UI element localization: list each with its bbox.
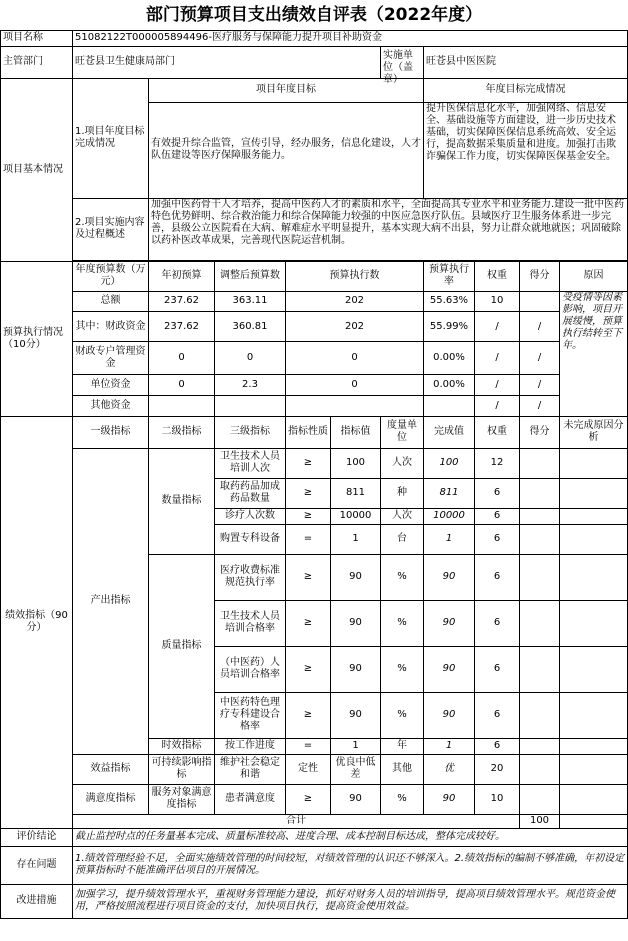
indicator-score — [520, 738, 560, 754]
budget-weight: / — [475, 312, 520, 342]
budget-adjusted: 363.11 — [215, 291, 286, 312]
perf-header-4: 指标值 — [331, 416, 381, 448]
indicator-reason — [560, 600, 628, 646]
effect-indicator-label: 效益指标 — [73, 754, 149, 784]
budget-executed: 0 — [286, 342, 424, 374]
budget-score: / — [520, 395, 560, 416]
indicator-weight: 6 — [475, 600, 520, 646]
budget-initial: 237.62 — [149, 291, 215, 312]
indicator-value: 90 — [331, 554, 381, 600]
time-indicator-label: 时效指标 — [149, 738, 215, 754]
budget-score: / — [520, 342, 560, 374]
indicator-value: 1 — [331, 738, 381, 754]
indicator-done: 90 — [424, 554, 475, 600]
output-indicator-label: 产出指标 — [73, 448, 149, 754]
budget-row-label: 其他资金 — [73, 395, 149, 416]
indicator-name: 购置专科设备 — [215, 524, 286, 554]
eval-label: 评价结论 — [1, 828, 73, 846]
indicator-name: 取药药品加成药品数量 — [215, 478, 286, 508]
indicator-reason — [560, 784, 628, 814]
indicator-nature: = — [286, 738, 331, 754]
perf-header-6: 完成值 — [424, 416, 475, 448]
indicator-nature: ≥ — [286, 646, 331, 692]
budget-executed: 202 — [286, 291, 424, 312]
indicator-score — [520, 784, 560, 814]
budget-executed: 0 — [286, 374, 424, 395]
perf-header-3: 指标性质 — [286, 416, 331, 448]
indicator-unit: 年 — [381, 738, 424, 754]
indicator-name: 诊疗人次数 — [215, 508, 286, 524]
indicator-name: （中医药）人员培训合格率 — [215, 646, 286, 692]
dept-label: 主管部门 — [1, 46, 73, 78]
budget-header-2: 调整后预算数 — [215, 261, 286, 291]
indicator-unit: 种 — [381, 478, 424, 508]
indicator-nature: ≥ — [286, 554, 331, 600]
indicator-nature: ≥ — [286, 508, 331, 524]
basic-info-label: 项目基本情况 — [1, 78, 73, 261]
indicator-nature: = — [286, 524, 331, 554]
goal-row-label: 1.项目年度目标完成情况 — [73, 78, 149, 198]
budget-label: 预算执行情况（10分） — [1, 261, 73, 416]
budget-rate: 0.00% — [424, 342, 475, 374]
service-satisfaction-label: 服务对象满意度指标 — [149, 784, 215, 814]
budget-initial — [149, 395, 215, 416]
perf-header-7: 权重 — [475, 416, 520, 448]
perf-header-0: 一级指标 — [73, 416, 149, 448]
indicator-nature: ≥ — [286, 784, 331, 814]
indicator-done: 10000 — [424, 508, 475, 524]
indicator-score — [520, 478, 560, 508]
indicator-name: 按工作进度 — [215, 738, 286, 754]
quality-indicator-label: 质量指标 — [149, 554, 215, 738]
problem-text: 1.绩效管理经验不足，全面实施绩效管理的时间较短，对绩效管理的认识还不够深入。2.绩效指标的编制不够准确，年初设定预算指标时不能准确评估项目的开展情况。 — [73, 846, 628, 884]
indicator-reason — [560, 646, 628, 692]
goal-completion-header: 年度目标完成情况 — [424, 78, 628, 102]
indicator-name: 医疗收费标准规范执行率 — [215, 554, 286, 600]
improve-label: 改进措施 — [1, 884, 73, 918]
indicator-nature: ≥ — [286, 478, 331, 508]
budget-row-label: 总额 — [73, 291, 149, 312]
indicator-weight: 6 — [475, 508, 520, 524]
indicator-weight: 6 — [475, 738, 520, 754]
budget-executed: 202 — [286, 312, 424, 342]
total-empty — [560, 814, 628, 828]
impl-text: 加强中医药骨干人才培养，提高中医药人才的素质和水平，全面提高其专业水平和业务能力.建设一批中医药特色优势鲜明、综合救治能力和综合保障能力较强的中医应急医疗队伍。县域医疗卫生服务体系进一步完善，县级公立医院看在大病、解难症水平明显提升，基本实现大病不出县，努力让群众就地就医；巩固破除以药补医改革成果，完善现代医院运营机制。 — [149, 198, 628, 260]
indicator-done: 811 — [424, 478, 475, 508]
indicator-nature: ≥ — [286, 448, 331, 478]
budget-header-4: 预算执行率 — [424, 261, 475, 291]
indicator-value: 90 — [331, 600, 381, 646]
improve-text: 加强学习，提升绩效管理水平，重视财务管理能力建设，抓好对财务人员的培训指导，提高项目绩效管理水平。规范资金使用，严格按照流程进行项目资金的支付，加快项目执行，提高资金使用效益。 — [73, 884, 628, 918]
total-label: 合计 — [73, 814, 520, 828]
budget-rate: 55.63% — [424, 291, 475, 312]
indicator-name: 维护社会稳定和谐 — [215, 754, 286, 784]
budget-row-label: 单位资金 — [73, 374, 149, 395]
indicator-reason — [560, 554, 628, 600]
indicator-unit: 其他 — [381, 754, 424, 784]
indicator-reason — [560, 478, 628, 508]
perf-header-9: 未完成原因分析 — [560, 416, 628, 448]
indicator-unit: 台 — [381, 524, 424, 554]
indicator-score — [520, 754, 560, 784]
budget-row-label: 其中：财政资金 — [73, 312, 149, 342]
indicator-value: 90 — [331, 692, 381, 738]
indicator-weight: 6 — [475, 646, 520, 692]
project-name-label: 项目名称 — [1, 30, 73, 46]
indicator-done: 优 — [424, 754, 475, 784]
annual-goal-text: 有效提升综合监管，宣传引导，经办服务，信息化建设，人才队伍建设等医疗保障服务能力。 — [149, 102, 424, 198]
budget-initial: 0 — [149, 342, 215, 374]
budget-executed — [286, 395, 424, 416]
indicator-nature: ≥ — [286, 600, 331, 646]
budget-header-1: 年初预算 — [149, 261, 215, 291]
perf-label: 绩效指标（90分） — [1, 416, 73, 828]
budget-header-0: 年度预算数（万元） — [73, 261, 149, 291]
dept-value: 旺苍县卫生健康局部门 — [73, 46, 381, 78]
indicator-value: 90 — [331, 646, 381, 692]
budget-adjusted: 0 — [215, 342, 286, 374]
budget-weight: 10 — [475, 291, 520, 312]
perf-header-1: 二级指标 — [149, 416, 215, 448]
indicator-nature: 定性 — [286, 754, 331, 784]
perf-header-8: 得分 — [520, 416, 560, 448]
impl-unit-label: 实施单位（盖章） — [381, 46, 424, 78]
indicator-weight: 6 — [475, 554, 520, 600]
indicator-score — [520, 600, 560, 646]
indicator-value: 1 — [331, 524, 381, 554]
indicator-weight: 12 — [475, 448, 520, 478]
budget-rate: 0.00% — [424, 374, 475, 395]
indicator-weight: 20 — [475, 754, 520, 784]
indicator-unit: 人次 — [381, 508, 424, 524]
satisfaction-indicator-label: 满意度指标 — [73, 784, 149, 814]
indicator-unit: % — [381, 600, 424, 646]
indicator-reason — [560, 692, 628, 738]
indicator-score — [520, 448, 560, 478]
budget-header-7: 原因 — [560, 261, 628, 291]
budget-weight: / — [475, 374, 520, 395]
indicator-score — [520, 692, 560, 738]
eval-text: 截止监控时点的任务量基本完成、质量标准较高、进度合理、成本控制目标达成，整体完成较好。 — [73, 828, 628, 846]
indicator-reason — [560, 508, 628, 524]
indicator-name: 卫生技术人员培训合格率 — [215, 600, 286, 646]
indicator-score — [520, 554, 560, 600]
indicator-value: 811 — [331, 478, 381, 508]
budget-initial: 0 — [149, 374, 215, 395]
indicator-value: 90 — [331, 784, 381, 814]
perf-header-5: 度量单位 — [381, 416, 424, 448]
budget-weight: / — [475, 395, 520, 416]
indicator-done: 1 — [424, 738, 475, 754]
indicator-name: 卫生技术人员培训人次 — [215, 448, 286, 478]
indicator-done: 90 — [424, 600, 475, 646]
project-name: 51082122T000005894496-医疗服务与保障能力提升项目补助资金 — [73, 30, 628, 46]
indicator-value: 优良中低差 — [331, 754, 381, 784]
quantity-indicator-label: 数量指标 — [149, 448, 215, 554]
budget-reason: 受疫情等因素影响，项目开展缓慢，预算执行结转至下年。 — [560, 291, 628, 416]
indicator-unit: % — [381, 554, 424, 600]
indicator-value: 100 — [331, 448, 381, 478]
budget-header-6: 得分 — [520, 261, 560, 291]
budget-adjusted: 2.3 — [215, 374, 286, 395]
indicator-unit: % — [381, 646, 424, 692]
goal-completion-text: 提升医保信息化水平，加强网络、信息安全、基础设施等方面建设，进一步历史技术基础，切实保障医保信息系统高效、安全运行，提高数据采集质量和进度。加强打击欺诈骗保工作力度，切实保障医保基金安全。 — [424, 102, 628, 198]
budget-adjusted — [215, 395, 286, 416]
indicator-reason — [560, 448, 628, 478]
indicator-done: 1 — [424, 524, 475, 554]
indicator-unit: % — [381, 692, 424, 738]
indicator-reason — [560, 738, 628, 754]
page-title: 部门预算项目支出绩效自评表（2022年度） — [1, 0, 628, 30]
indicator-name: 患者满意度 — [215, 784, 286, 814]
indicator-done: 90 — [424, 646, 475, 692]
indicator-reason — [560, 524, 628, 554]
budget-adjusted: 360.81 — [215, 312, 286, 342]
indicator-done: 90 — [424, 784, 475, 814]
indicator-score — [520, 508, 560, 524]
indicator-weight: 6 — [475, 478, 520, 508]
indicator-value: 10000 — [331, 508, 381, 524]
budget-rate — [424, 395, 475, 416]
indicator-score — [520, 524, 560, 554]
perf-header-2: 三级指标 — [215, 416, 286, 448]
indicator-reason — [560, 754, 628, 784]
indicator-done: 90 — [424, 692, 475, 738]
indicator-unit: % — [381, 784, 424, 814]
budget-score: / — [520, 312, 560, 342]
indicator-weight: 10 — [475, 784, 520, 814]
annual-goal-header: 项目年度目标 — [149, 78, 424, 102]
budget-header-3: 预算执行数 — [286, 261, 424, 291]
indicator-nature: ≥ — [286, 692, 331, 738]
indicator-weight: 6 — [475, 524, 520, 554]
indicator-score — [520, 646, 560, 692]
sustain-indicator-label: 可持续影响指标 — [149, 754, 215, 784]
budget-weight: / — [475, 342, 520, 374]
problem-label: 存在问题 — [1, 846, 73, 884]
budget-score: / — [520, 374, 560, 395]
indicator-name: 中医药特色理疗专科建设合格率 — [215, 692, 286, 738]
budget-initial: 237.62 — [149, 312, 215, 342]
budget-header-5: 权重 — [475, 261, 520, 291]
impl-unit-value: 旺苍县中医医院 — [424, 46, 628, 78]
indicator-weight: 6 — [475, 692, 520, 738]
indicator-done: 100 — [424, 448, 475, 478]
total-value: 100 — [520, 814, 560, 828]
budget-score — [520, 291, 560, 312]
indicator-unit: 人次 — [381, 448, 424, 478]
budget-rate: 55.99% — [424, 312, 475, 342]
budget-row-label: 财政专户管理资金 — [73, 342, 149, 374]
impl-row-label: 2.项目实施内容及过程概述 — [73, 198, 149, 260]
